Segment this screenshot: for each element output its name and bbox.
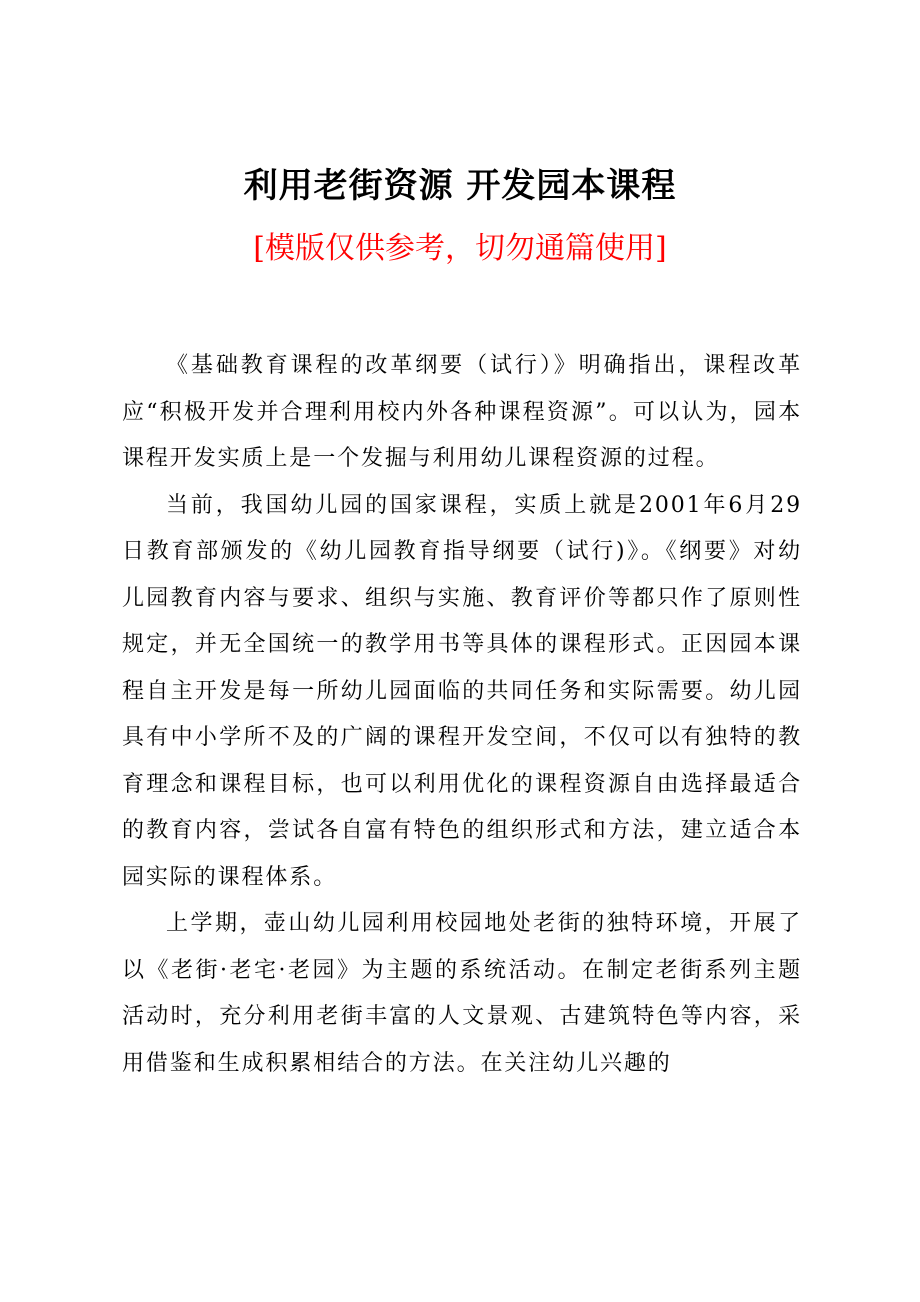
body-paragraph: 上学期，壶山幼儿园利用校园地处老街的独特环境，开展了以《老街·老宅·老园》为主题的系统活动。在制定老街系列主题活动时，充分利用老街丰富的人文景观、古建筑特色等内容，采用借鉴和生成积累相结合的方法。在关注幼儿兴趣的 <box>122 911 802 1076</box>
body-paragraph: 当前，我国幼儿园的国家课程，实质上就是2001年6月29日教育部颁发的《幼儿园教育指导纲要（试行)》。《纲要》对幼儿园教育内容与要求、组织与实施、教育评价等都只作了原则性规定，并无全国统一的教学用书等具体的课程形式。正因园本课程自主开发是每一所幼儿园面临的共同任务和实际需要。幼儿园具有中小学所不及的广阔的课程开发空间，不仅可以有独特的教育理念和课程目标，也可以利用优化的课程资源自由选择最适合的教育内容，尝试各自富有特色的组织形式和方法，建立适合本园实际的课程体系。 <box>122 492 802 890</box>
body-paragraph: 《基础教育课程的改革纲要（试行）》明确指出，课程改革应“积极开发并合理利用校内外各种课程资源”。可以认为，园本课程开发实质上是一个发掘与利用幼儿课程资源的过程。 <box>122 353 802 471</box>
document-title: 利用老街资源 开发园本课程 <box>243 166 677 206</box>
document-body <box>122 343 802 1087</box>
template-notice: [模版仅供参考，切勿通篇使用] <box>253 231 667 266</box>
